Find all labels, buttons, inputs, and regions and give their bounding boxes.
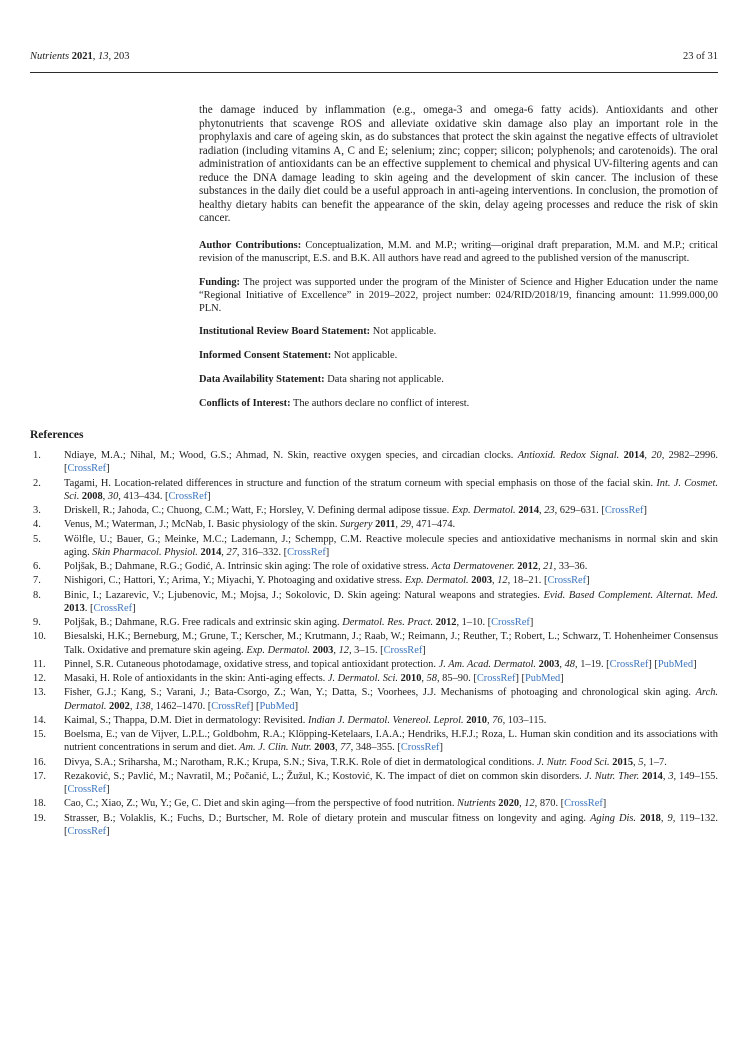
text-segment: Antioxid. Redox Signal. (517, 450, 624, 462)
text-segment: , (221, 546, 227, 558)
text-segment: Surgery (340, 519, 376, 531)
crossref-link[interactable]: CrossRef (93, 602, 133, 614)
text-segment: ] (529, 617, 534, 629)
reference-text (64, 728, 718, 755)
text-segment: 2014 (518, 505, 540, 517)
text-segment: Biesalski, H.K.; Berneburg, M.; Grune, T.; Kerscher, M.; Krutmann, J.; Raab, W.; Reimann, J.; Reuther, T.; Robert, L.; Schwarz, T. Hohenheimer Consensus Talk. Oxidative and premature skin ageing. (64, 631, 718, 656)
crossref-link[interactable]: CrossRef (168, 490, 208, 502)
text-segment: ] (602, 798, 607, 810)
crossref-link[interactable]: CrossRef (287, 546, 326, 558)
text-segment: 2021 (71, 51, 93, 62)
text-segment: 30 (107, 490, 119, 502)
reference-number: 4. (33, 519, 41, 531)
reference-number: 1. (33, 450, 41, 462)
reference-text (64, 616, 718, 629)
statement-label: Institutional Review Board Statement: (199, 326, 371, 338)
pubmed-link[interactable]: PubMed (657, 658, 694, 670)
references-list (30, 449, 718, 838)
text-segment: 2013 (64, 602, 85, 614)
text-segment: 2014 (200, 546, 222, 558)
reference-number: 11. (33, 658, 46, 670)
reference-item (30, 714, 718, 727)
text-segment: 48 (564, 658, 575, 670)
crossref-link[interactable]: CrossRef (67, 463, 107, 475)
text-segment: 21 (543, 561, 554, 573)
reference-item (30, 812, 718, 839)
text-segment: Wölfle, U.; Bauer, G.; Meinke, M.C.; Lademann, J.; Schempp, C.M. Reactive molecule species and antioxidative mechanisms in normal skin and skin aging. (64, 533, 718, 558)
text-segment: Skin Pharmacol. Physiol. (92, 546, 201, 558)
article-body-column (199, 104, 718, 411)
text-segment: , (644, 450, 652, 462)
text-segment: Tagami, H. Location-related differences in structure and function of the stratum corneum with special emphasis on those of the facial skin. (64, 477, 657, 489)
pubmed-link[interactable]: PubMed (259, 700, 295, 712)
text-segment: , (559, 658, 565, 670)
header-rule (30, 72, 718, 73)
text-segment: Arch. Dermatol. (64, 687, 718, 712)
text-segment: , (662, 770, 669, 782)
reference-item (30, 589, 718, 616)
text-segment: , 348–355. [ (350, 742, 401, 754)
statement-conflicts-of-interest (199, 398, 718, 411)
statement-label: Data Availability Statement: (199, 374, 325, 386)
text-segment: , (519, 798, 525, 810)
text-segment: , (660, 812, 668, 824)
reference-text (64, 504, 718, 517)
text-segment: 2008 (81, 490, 103, 502)
reference-item (30, 630, 718, 657)
text-segment: 9 (667, 812, 673, 824)
text-segment: ] (106, 825, 110, 837)
text-segment: Am. J. Clin. Nutr. (239, 742, 315, 754)
text-segment: , 203 (108, 51, 130, 62)
text-segment: 12 (338, 644, 349, 656)
text-segment: 2011 (375, 519, 396, 531)
text-segment: , 33–36. (553, 561, 588, 573)
references-heading: References (30, 429, 84, 442)
text-segment: 2012 (435, 617, 457, 629)
text-segment: 2018 (640, 812, 661, 824)
text-segment: , 413–434. [ (118, 490, 169, 502)
text-segment: 2010 (466, 714, 487, 726)
text-segment: , 1–7. (643, 756, 667, 768)
text-segment: Strasser, B.; Volaklis, K.; Fuchs, D.; Burtscher, M. Role of dietary protein and muscular fitness on longevity and aging. (64, 812, 591, 824)
text-segment: ] (586, 575, 590, 587)
text-segment: , (335, 742, 341, 754)
text-segment: ] (560, 673, 564, 685)
reference-number: 5. (33, 533, 41, 545)
text-segment: , 85–90. [ (436, 673, 477, 685)
text-segment: 2003 (314, 742, 335, 754)
reference-text (64, 518, 718, 531)
text-segment: ] (643, 505, 647, 517)
statement-label: Funding: (199, 276, 241, 288)
text-segment: , (102, 490, 108, 502)
text-segment: 2020 (498, 798, 520, 810)
text-segment: , 149–155. [ (64, 770, 718, 796)
text-segment: Aging Dis. (590, 812, 641, 824)
crossref-link[interactable]: CrossRef (211, 700, 250, 712)
text-segment: , (492, 575, 498, 587)
reference-text (64, 812, 718, 839)
reference-item (30, 449, 718, 476)
text-segment: , (421, 673, 427, 685)
page-number: 23 of 31 (683, 51, 718, 62)
text-segment: ] [ (515, 673, 526, 685)
text-segment: , 2982–2996. [ (64, 450, 718, 475)
text-segment: Dermatol. Res. Pract. (342, 617, 436, 629)
text-segment: , 316–332. [ (236, 546, 288, 558)
crossref-link[interactable]: CrossRef (383, 644, 423, 656)
text-segment: 12 (497, 575, 508, 587)
text-segment: Ndiaye, M.A.; Nihal, M.; Wood, G.S.; Ahmad, N. Skin, reactive oxygen species, and circadian clocks. (64, 450, 518, 462)
text-segment: 2003 (538, 658, 560, 670)
text-segment: , 870. [ (534, 798, 565, 810)
body-paragraph: the damage induced by inflammation (e.g., omega-3 and omega-6 fatty acids). Antioxidants and other phytonutrients that scavenge ROS and alleviate oxidative skin damage also play an important role in the prophylaxis and care of ageing skin, as do substances that protect the skin against the negative effects of ultraviolet radiation (including vitamins A, C and E; selenium; zinc; copper; silicon; polyphenols; and carotenoids). The oral administration of antioxidants can be an effective supplement to chemical and physical UV-filtering agents and can reduce the DNA damage leading to skin ageing and the development of skin cancer. The inclusion of these substances in the daily diet could be a useful approach in anti-ageing interventions. In conclusion, the promotion of healthy dietary habits can benefit the appearance of the skin, delay ageing processes and reduce the risk of skin cancer. (199, 104, 718, 225)
text-segment: Int. J. Cosmet. Sci. (64, 477, 718, 502)
statement-text: Data sharing not applicable. (324, 374, 444, 386)
text-segment: , (633, 756, 639, 768)
text-segment: Kaimal, S.; Thappa, D.M. Diet in dermatology: Revisited. (64, 714, 308, 726)
text-segment: 12 (524, 798, 535, 810)
text-segment: 2014 (623, 450, 645, 462)
text-segment: Boelsma, E.; van de Vijver, L.P.L.; Goldbohm, R.A.; Klöpping-Ketelaars, I.A.A.; Hendriks, H.F.J.; Roza, L. Human skin condition and its associations with nutrient concentrations in serum and diet. (64, 729, 718, 754)
text-segment: J. Dermatol. Sci. (327, 673, 401, 685)
crossref-link[interactable]: CrossRef (476, 673, 516, 685)
reference-number: 14. (33, 714, 46, 726)
crossref-link[interactable]: CrossRef (400, 742, 440, 754)
reference-text (64, 770, 718, 797)
text-segment: J. Am. Acad. Dermatol. (438, 658, 539, 670)
text-segment: Acta Dermatovener. (431, 561, 518, 573)
reference-text (64, 449, 718, 476)
reference-text (64, 589, 718, 616)
text-segment: Driskell, R.; Jahoda, C.; Chuong, C.M.; Watt, F.; Horsley, V. Defining dermal adipose tissue. (64, 505, 452, 517)
text-segment: . [ (84, 602, 94, 614)
text-segment: Cao, C.; Xiao, Z.; Wu, Y.; Ge, C. Diet and skin aging—from the perspective of food nutrition. (64, 798, 458, 810)
text-segment: Exp. Dermatol. (404, 575, 472, 587)
reference-text (64, 797, 718, 810)
reference-item (30, 672, 718, 685)
crossref-link[interactable]: CrossRef (67, 825, 107, 837)
text-segment: 2015 (612, 756, 634, 768)
reference-item (30, 658, 718, 671)
text-segment: 2003 (312, 644, 334, 656)
journal-citation (30, 51, 129, 63)
reference-text (64, 658, 718, 671)
reference-text (64, 560, 718, 573)
reference-item (30, 770, 718, 797)
text-segment: Evid. Based Complement. Alternat. Med. (543, 589, 718, 601)
text-segment: ] (294, 700, 299, 712)
reference-number: 2. (33, 477, 41, 489)
reference-item (30, 518, 718, 531)
statement-label: Author Contributions: (199, 239, 302, 251)
statement-label: Informed Consent Statement: (199, 350, 332, 362)
reference-text (64, 574, 718, 587)
text-segment: 13 (97, 51, 109, 62)
text-segment: 23 (544, 505, 555, 517)
statement-author-contributions (199, 240, 718, 266)
reference-number: 17. (33, 770, 46, 782)
text-segment: Indian J. Dermatol. Venereol. Leprol. (307, 714, 467, 726)
text-segment: , 629–631. [ (554, 505, 605, 517)
reference-item (30, 728, 718, 755)
reference-item (30, 686, 718, 713)
reference-number: 7. (33, 575, 41, 587)
back-matter (199, 240, 718, 411)
statement-funding (199, 277, 718, 316)
text-segment: J. Nutr. Food Sci. (536, 756, 613, 768)
text-segment: Exp. Dermatol. (246, 644, 313, 656)
text-segment: 2003 (471, 575, 493, 587)
text-segment: ] (325, 546, 330, 558)
text-segment: Poljšak, B.; Dahmane, R.G. Free radicals and extrinsic skin aging. (64, 617, 343, 629)
text-segment: Nutrients (30, 51, 72, 62)
crossref-link[interactable]: CrossRef (609, 658, 649, 670)
crossref-link[interactable]: CrossRef (564, 798, 603, 810)
reference-number: 12. (33, 673, 46, 685)
text-segment: , 119–132. [ (64, 812, 718, 837)
text-segment: 5 (638, 756, 644, 768)
text-segment: ] (132, 602, 136, 614)
reference-item (30, 504, 718, 517)
reference-number: 16. (33, 756, 46, 768)
reference-text (64, 672, 718, 685)
text-segment: 76 (492, 714, 503, 726)
statement-text: Not applicable. (370, 326, 437, 338)
text-segment: ] (439, 742, 443, 754)
text-segment: ] (106, 463, 110, 475)
text-segment: Binic, I.; Lazarevic, V.; Ljubenovic, M.; Mojsa, J.; Sokolovic, D. Skin ageing: Natural weapons and strategies. (64, 589, 544, 601)
reference-item (30, 616, 718, 629)
reference-number: 3. (33, 505, 41, 517)
text-segment: ] [ (249, 700, 260, 712)
reference-text (64, 477, 718, 504)
text-segment: , (129, 700, 136, 712)
reference-text (64, 686, 718, 713)
text-segment: Poljšak, B.; Dahmane, R.G.; Godić, A. Intrinsic skin aging: The role of oxidative stress. (64, 561, 432, 573)
text-segment: J. Nutr. Ther. (584, 770, 643, 782)
text-segment: , 18–21. [ (507, 575, 548, 587)
reference-text (64, 756, 718, 769)
statement-text: The authors declare no conflict of interest. (290, 398, 470, 410)
text-segment: , (333, 644, 339, 656)
reference-number: 9. (33, 617, 41, 629)
text-segment: , 103–115. (502, 714, 547, 726)
text-segment: ] (106, 784, 110, 796)
text-segment: , (395, 519, 401, 531)
text-segment: ] (693, 658, 697, 670)
reference-item (30, 574, 718, 587)
reference-item (30, 533, 718, 560)
reference-number: 18. (33, 798, 46, 810)
statement-text: Not applicable. (331, 350, 398, 362)
text-segment: 58 (426, 673, 437, 685)
text-segment: , 1462–1470. [ (150, 700, 212, 712)
text-segment: 2002 (109, 700, 130, 712)
reference-number: 10. (33, 631, 46, 643)
text-segment: , (537, 561, 544, 573)
text-segment: , (92, 51, 98, 62)
text-segment: Nutrients (457, 798, 499, 810)
statement-data-availability (199, 374, 718, 387)
reference-number: 19. (33, 812, 46, 824)
text-segment: Venus, M.; Waterman, J.; McNab, I. Basic physiology of the skin. (64, 519, 341, 531)
statement-text: Conceptualization, M.M. and M.P.; writing—original draft preparation, M.M. and M.P.; critical revision of the manuscript, E.S. and B.K. All authors have read and agreed to the published version of the manuscript. (199, 239, 718, 264)
reference-number: 8. (33, 589, 41, 601)
reference-text (64, 533, 718, 560)
text-segment: Pinnel, S.R. Cutaneous photodamage, oxidative stress, and topical antioxidant protection. (64, 658, 439, 670)
crossref-link[interactable]: CrossRef (67, 784, 107, 796)
reference-number: 13. (33, 687, 46, 699)
text-segment: , 3–15. [ (348, 644, 384, 656)
statement-informed-consent (199, 350, 718, 363)
statement-text: The project was supported under the program of the Minister of Science and Higher Education under the name “Regional Initiative of Excellence” in 2019–2022, project number: 024/RID/2018/19, financing amount: 11.999.000,00 PLN. (199, 276, 718, 314)
reference-item (30, 560, 718, 573)
reference-text (64, 714, 718, 727)
text-segment: , 1–19. [ (575, 658, 610, 670)
text-segment: Divya, S.A.; Sriharsha, M.; Narotham, R.K.; Krupa, S.N.; Siva, T.R.K. Role of diet in dermatological conditions. (64, 756, 537, 768)
crossref-link[interactable]: CrossRef (491, 617, 530, 629)
text-segment: , 471–474. (410, 519, 456, 531)
reference-text (64, 630, 718, 657)
reference-item (30, 756, 718, 769)
text-segment: 20 (651, 450, 662, 462)
text-segment: 138 (135, 700, 151, 712)
text-segment: ] (422, 644, 426, 656)
text-segment: Fisher, G.J.; Kang, S.; Varani, J.; Bata-Csorgo, Z.; Wan, Y.; Datta, S.; Voorhees, J.J. Mechanisms of photoaging and chronological skin aging. (64, 687, 696, 699)
text-segment: ] [ (648, 658, 658, 670)
text-segment: Masaki, H. Role of antioxidants in the skin: Anti-aging effects. (64, 673, 328, 685)
reference-number: 15. (33, 729, 46, 741)
statement-label: Conflicts of Interest: (199, 398, 291, 410)
text-segment: 2010 (400, 673, 422, 685)
reference-item (30, 797, 718, 810)
reference-number: 6. (33, 561, 41, 573)
text-segment: 77 (340, 742, 351, 754)
reference-item (30, 477, 718, 504)
statement-institutional-review-board (199, 326, 718, 339)
text-segment: 2014 (642, 770, 663, 782)
text-segment: Rezaković, S.; Pavlić, M.; Navratil, M.; Počanić, L.; Žužul, K.; Kostović, K. The impact of diet on common skin disorders. (64, 770, 585, 782)
crossref-link[interactable]: CrossRef (604, 505, 644, 517)
text-segment: Nishigori, C.; Hattori, Y.; Arima, Y.; Miyachi, Y. Photoaging and oxidative stress. (64, 575, 405, 587)
text-segment: 2012 (517, 561, 538, 573)
crossref-link[interactable]: CrossRef (547, 575, 587, 587)
page-header (30, 51, 718, 63)
text-segment: 29 (400, 519, 411, 531)
text-segment: Exp. Dermatol. (451, 505, 519, 517)
text-segment: ] (207, 490, 211, 502)
text-segment: 3 (668, 770, 674, 782)
text-segment: , (539, 505, 545, 517)
pubmed-link[interactable]: PubMed (525, 673, 561, 685)
text-segment: , 1–10. [ (456, 617, 492, 629)
text-segment: 27 (226, 546, 237, 558)
text-segment: , (486, 714, 493, 726)
